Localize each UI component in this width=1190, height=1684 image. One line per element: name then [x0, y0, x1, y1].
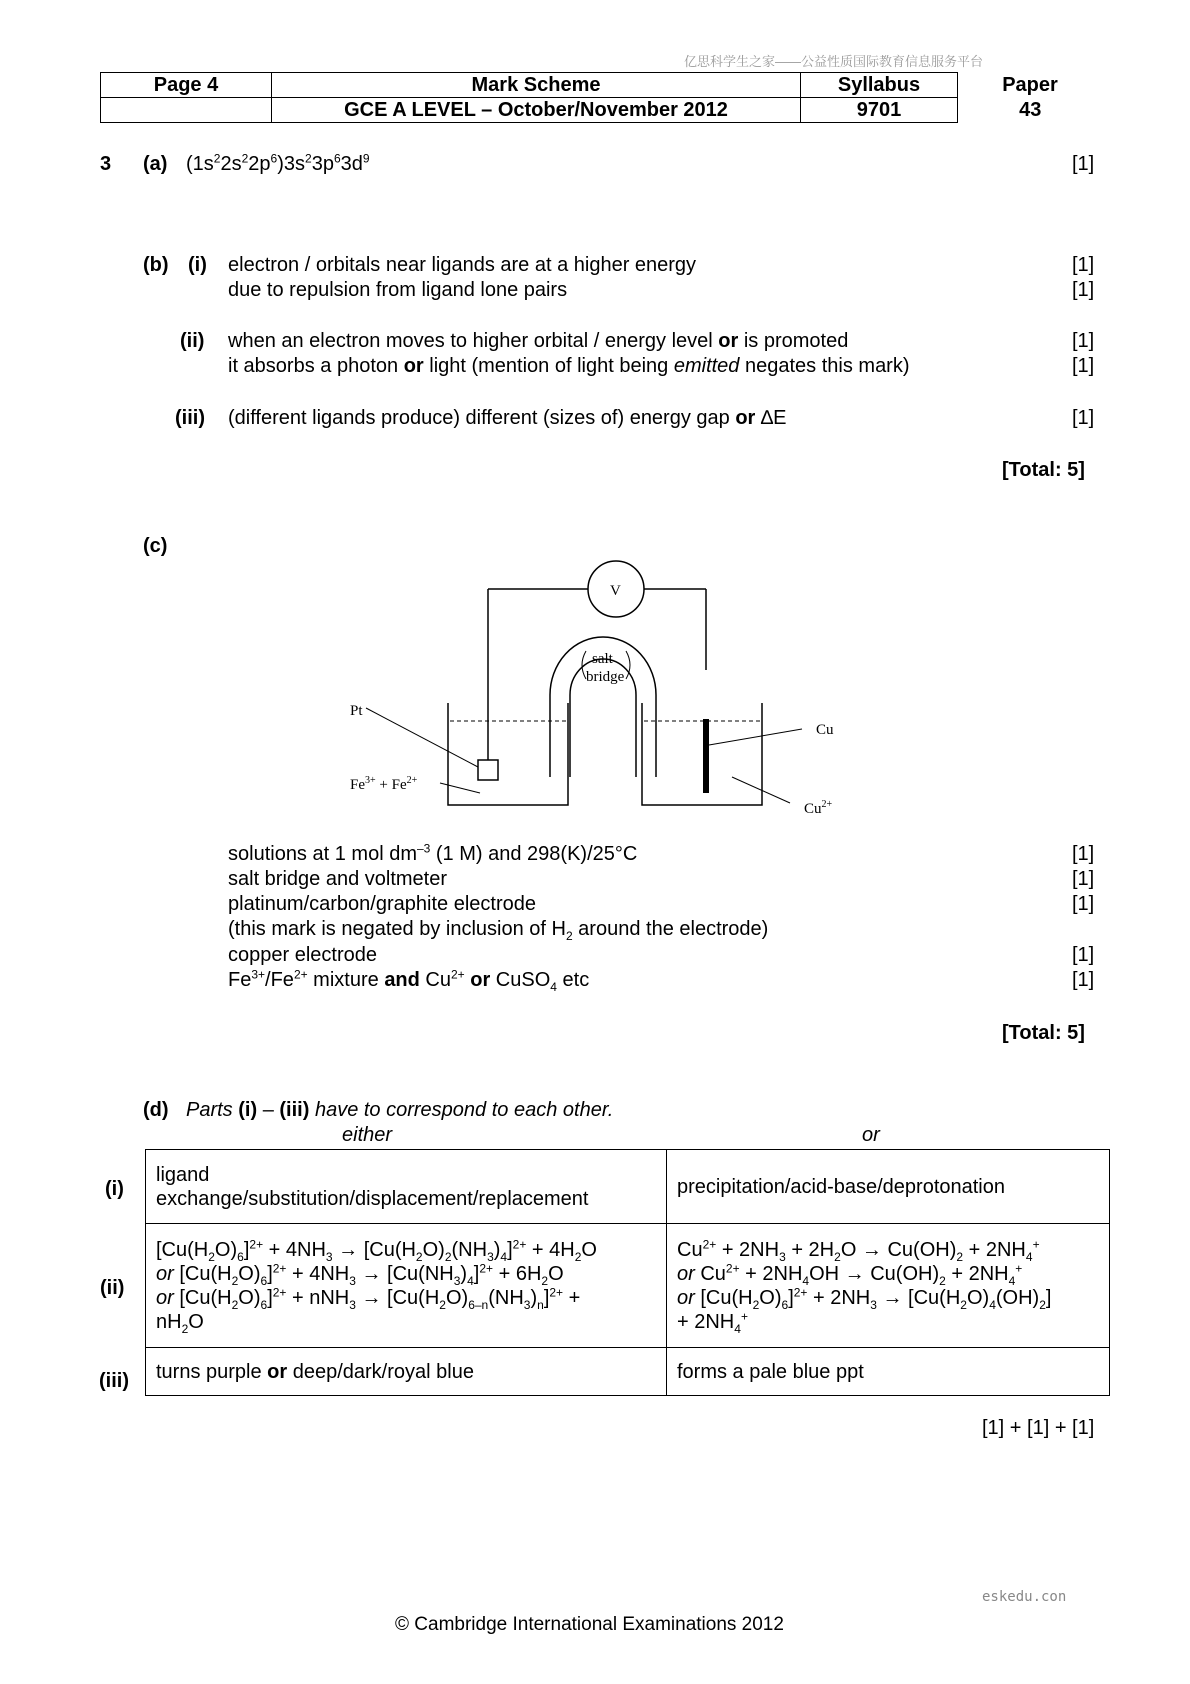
header-syllabus-label: Syllabus — [801, 73, 958, 98]
b-ii-line1: when an electron moves to higher orbital / energy level or is promoted — [228, 330, 849, 352]
part-b-ii-label: (ii) — [180, 330, 205, 352]
part-c-label: (c) — [143, 535, 168, 557]
part-b-iii-label: (iii) — [175, 407, 205, 429]
row-iii-left: turns purple or deep/dark/royal blue — [146, 1348, 667, 1396]
b-i-line2: due to repulsion from ligand lone pairs — [228, 279, 568, 301]
mark-c-6: [1] — [1072, 969, 1095, 991]
b-ii-line2: it absorbs a photon or light (mention of light being emitted negates this mark) — [228, 355, 910, 377]
c-line4: (this mark is negated by inclusion of $H_2$ around the electrode) — [228, 918, 769, 943]
voltmeter-label: V — [610, 583, 621, 599]
header-exam: GCE A LEVEL – October/November 2012 — [272, 98, 801, 123]
mark-b-i-2: [1] — [1072, 279, 1095, 301]
electrochemical-cell-diagram — [340, 555, 860, 825]
mark-b-i-1: [1] — [1072, 254, 1095, 276]
row-iii-right: forms a pale blue ppt — [667, 1348, 1110, 1396]
copyright-footer: © Cambridge International Examinations 2012 — [395, 1614, 784, 1635]
right-beaker — [642, 703, 762, 805]
mark-c-1: [1] — [1072, 843, 1095, 865]
row-i-left: ligand exchange/substitution/displacement/replacement — [146, 1150, 667, 1224]
mark-b-ii-1: [1] — [1072, 330, 1095, 352]
mark-c-3: [1] — [1072, 893, 1095, 915]
row-ii-label: (ii) — [100, 1277, 125, 1299]
b-iii-text: (different ligands produce) different (sizes of) energy gap or ∆E — [228, 407, 787, 429]
site-text: eskedu.con — [982, 1589, 1067, 1605]
electron-configuration: $(1s^22s^22p^6)3s^23p^63d^9$ — [186, 151, 370, 175]
header-paper: 43 — [1019, 99, 1042, 121]
c-line3: platinum/carbon/graphite electrode — [228, 893, 536, 915]
c-line5: copper electrode — [228, 944, 377, 966]
b-i-line1: electron / orbitals near ligands are at a higher energy — [228, 254, 697, 276]
c-line2: salt bridge and voltmeter — [228, 868, 448, 890]
watermark-text: 亿思科学生之家——公益性质国际教育信息服务平台 — [684, 54, 984, 69]
part-d-table — [145, 1149, 1110, 1396]
pt-label: Pt — [350, 703, 363, 719]
mark-b-ii-2: [1] — [1072, 355, 1095, 377]
mark-a: [1] — [1072, 153, 1095, 175]
part-b-label: (b) — [143, 254, 169, 276]
c-line6: $Fe^{3+}/Fe^{2+}$ mixture and $Cu^{2+}$ or CuSO$_4$ etc — [228, 967, 590, 994]
row-ii-right: $Cu^{2+} + 2NH_3 + 2H_2O \to Cu(OH)_2 + 2NH_4^+$ or $Cu^{2+} + 2NH_4OH \to Cu(OH)_2 + 2NH_4^+$ or $[Cu(H_2O)_6]^{2+} + 2NH_3 \to [Cu(H_2O)_4(OH)_2]$ + $2NH_4^+$ — [667, 1224, 1110, 1348]
header-blank — [101, 98, 272, 123]
cu-label: Cu — [816, 722, 834, 738]
copper-electrode — [703, 719, 709, 793]
header-page: Page 4 — [101, 73, 272, 98]
marks-d: [1] + [1] + [1] — [982, 1417, 1095, 1439]
header-table — [100, 72, 1103, 123]
fe-mixture-label: $Fe^{3+} + Fe^{2+}$ — [350, 775, 418, 793]
row-iii-label: (iii) — [99, 1370, 129, 1392]
either-label: either — [342, 1124, 393, 1146]
header-paper-label: Paper — [1002, 74, 1058, 96]
part-d-label: (d) — [143, 1099, 169, 1121]
row-i-right: precipitation/acid-base/deprotonation — [667, 1150, 1110, 1224]
cu-ion-label: $Cu^{2+}$ — [804, 799, 833, 817]
mark-c-5: [1] — [1072, 944, 1095, 966]
mark-b-iii: [1] — [1072, 407, 1095, 429]
header-syllabus: 9701 — [801, 98, 958, 123]
row-i-label: (i) — [105, 1178, 124, 1200]
mark-c-2: [1] — [1072, 868, 1095, 890]
total-b: [Total: 5] — [1002, 459, 1085, 481]
header-title: Mark Scheme — [272, 73, 801, 98]
c-line1: solutions at 1 mol $dm^{-3}$ (1 M) and 298(K)/25°C — [228, 841, 638, 865]
bridge-label: bridge — [586, 669, 625, 685]
total-c: [Total: 5] — [1002, 1022, 1085, 1044]
part-a-label: (a) — [143, 153, 168, 175]
question-number: 3 — [100, 153, 112, 175]
row-ii-left: $[Cu(H_2O)_6]^{2+} + 4NH_3 \to [Cu(H_2O)_2(NH_3)_4]^{2+} + 4H_2O$ or $[Cu(H_2O)_6]^{2+} + 4NH_3 \to [Cu(NH_3)_4]^{2+} + 6H_2O$ or $[Cu(H_2O)_6]^{2+} + nNH_3 \to [Cu(H_2O)_{6-n}(NH_3)_n]^{2+}$ + $nH_2O$ — [146, 1224, 667, 1348]
platinum-electrode — [478, 760, 498, 780]
d-intro: Parts (i) – (iii) have to correspond to each other. — [186, 1099, 614, 1121]
part-b-i-label: (i) — [188, 254, 207, 276]
or-label: or — [862, 1124, 880, 1146]
salt-label: salt — [592, 651, 613, 667]
